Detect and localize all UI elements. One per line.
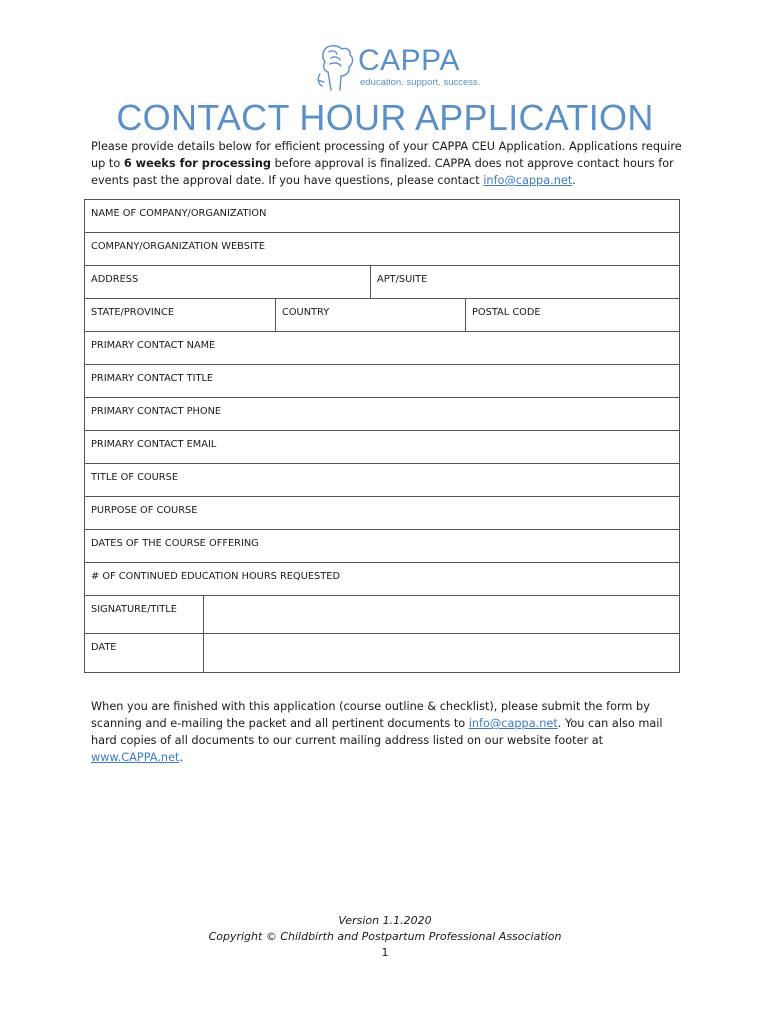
postal-code-field[interactable]: POSTAL CODE: [465, 299, 679, 331]
logo-name: CAPPA: [358, 44, 460, 77]
address-field[interactable]: ADDRESS: [91, 274, 139, 285]
application-form-table: [84, 199, 680, 673]
company-name-field[interactable]: NAME OF COMPANY/ORGANIZATION: [91, 208, 267, 219]
country-field[interactable]: COUNTRY: [275, 299, 465, 331]
contact-email-field[interactable]: PRIMARY CONTACT EMAIL: [91, 439, 217, 450]
closing-email-link[interactable]: info@cappa.net: [468, 717, 558, 730]
contact-phone-field[interactable]: PRIMARY CONTACT PHONE: [91, 406, 222, 417]
signature-input[interactable]: [203, 596, 679, 633]
contact-title-field[interactable]: PRIMARY CONTACT TITLE: [91, 373, 214, 384]
form-row-course-purpose: [85, 497, 679, 530]
date-input[interactable]: [203, 634, 679, 672]
form-row-website: [85, 233, 679, 266]
copyright-text: Copyright © Childbirth and Postpartum Professional Association: [208, 930, 562, 943]
form-row-contact-title: [85, 365, 679, 398]
course-purpose-field[interactable]: PURPOSE OF COURSE: [91, 505, 198, 516]
closing-text-1: When you are finished with this application (course outline & checklist), please submit the form by scanning and e-mailing the packet and all pertinent documents to: [91, 700, 650, 730]
date-label: DATE: [91, 642, 117, 653]
state-province-field[interactable]: STATE/PROVINCE: [91, 307, 175, 318]
website-link[interactable]: www.CAPPA.net: [91, 751, 180, 764]
closing-text-3: .: [179, 751, 184, 764]
apt-suite-field[interactable]: APT/SUITE: [370, 266, 679, 298]
form-row-company: [85, 200, 679, 233]
page-number: 1: [381, 946, 389, 959]
signature-label: SIGNATURE/TITLE: [91, 604, 177, 615]
intro-text-1: Please provide details below for efficient processing of your CAPPA CEU Application. Applications require up to: [91, 140, 682, 170]
course-dates-field[interactable]: DATES OF THE COURSE OFFERING: [91, 538, 259, 549]
form-row-contact-email: [85, 431, 679, 464]
intro-bold-text: 6 weeks for processing: [123, 157, 271, 170]
form-row-contact-name: [85, 332, 679, 365]
intro-text-3: .: [572, 174, 576, 187]
course-title-field[interactable]: TITLE OF COURSE: [91, 472, 179, 483]
form-row-date: [85, 634, 679, 672]
page-footer: [0, 913, 770, 961]
closing-text-2: . You can also mail hard copies of all documents to our current mailing address listed on our website footer at: [91, 717, 663, 747]
logo-tagline: education. support. success.: [360, 77, 481, 88]
contact-name-field[interactable]: PRIMARY CONTACT NAME: [91, 340, 216, 351]
form-row-signature: [85, 596, 679, 634]
form-row-location: [85, 299, 679, 332]
form-row-ce-hours: [85, 563, 679, 596]
cappa-logo: [316, 44, 481, 94]
form-row-address: [85, 266, 679, 299]
form-row-contact-phone: [85, 398, 679, 431]
intro-paragraph: [91, 138, 691, 189]
form-row-course-title: [85, 464, 679, 497]
ce-hours-field[interactable]: # OF CONTINUED EDUCATION HOURS REQUESTED: [91, 571, 340, 582]
closing-paragraph: [91, 698, 691, 766]
raised-fist-icon: [316, 44, 358, 94]
form-row-course-dates: [85, 530, 679, 563]
intro-email-link[interactable]: info@cappa.net: [483, 174, 573, 187]
intro-text-2: before approval is finalized. CAPPA does not approve contact hours for events past the approval date. If you have questions, please contact: [91, 157, 674, 187]
website-field[interactable]: COMPANY/ORGANIZATION WEBSITE: [91, 241, 266, 252]
page-title: CONTACT HOUR APPLICATION: [116, 97, 654, 138]
version-text: Version 1.1.2020: [338, 914, 432, 927]
